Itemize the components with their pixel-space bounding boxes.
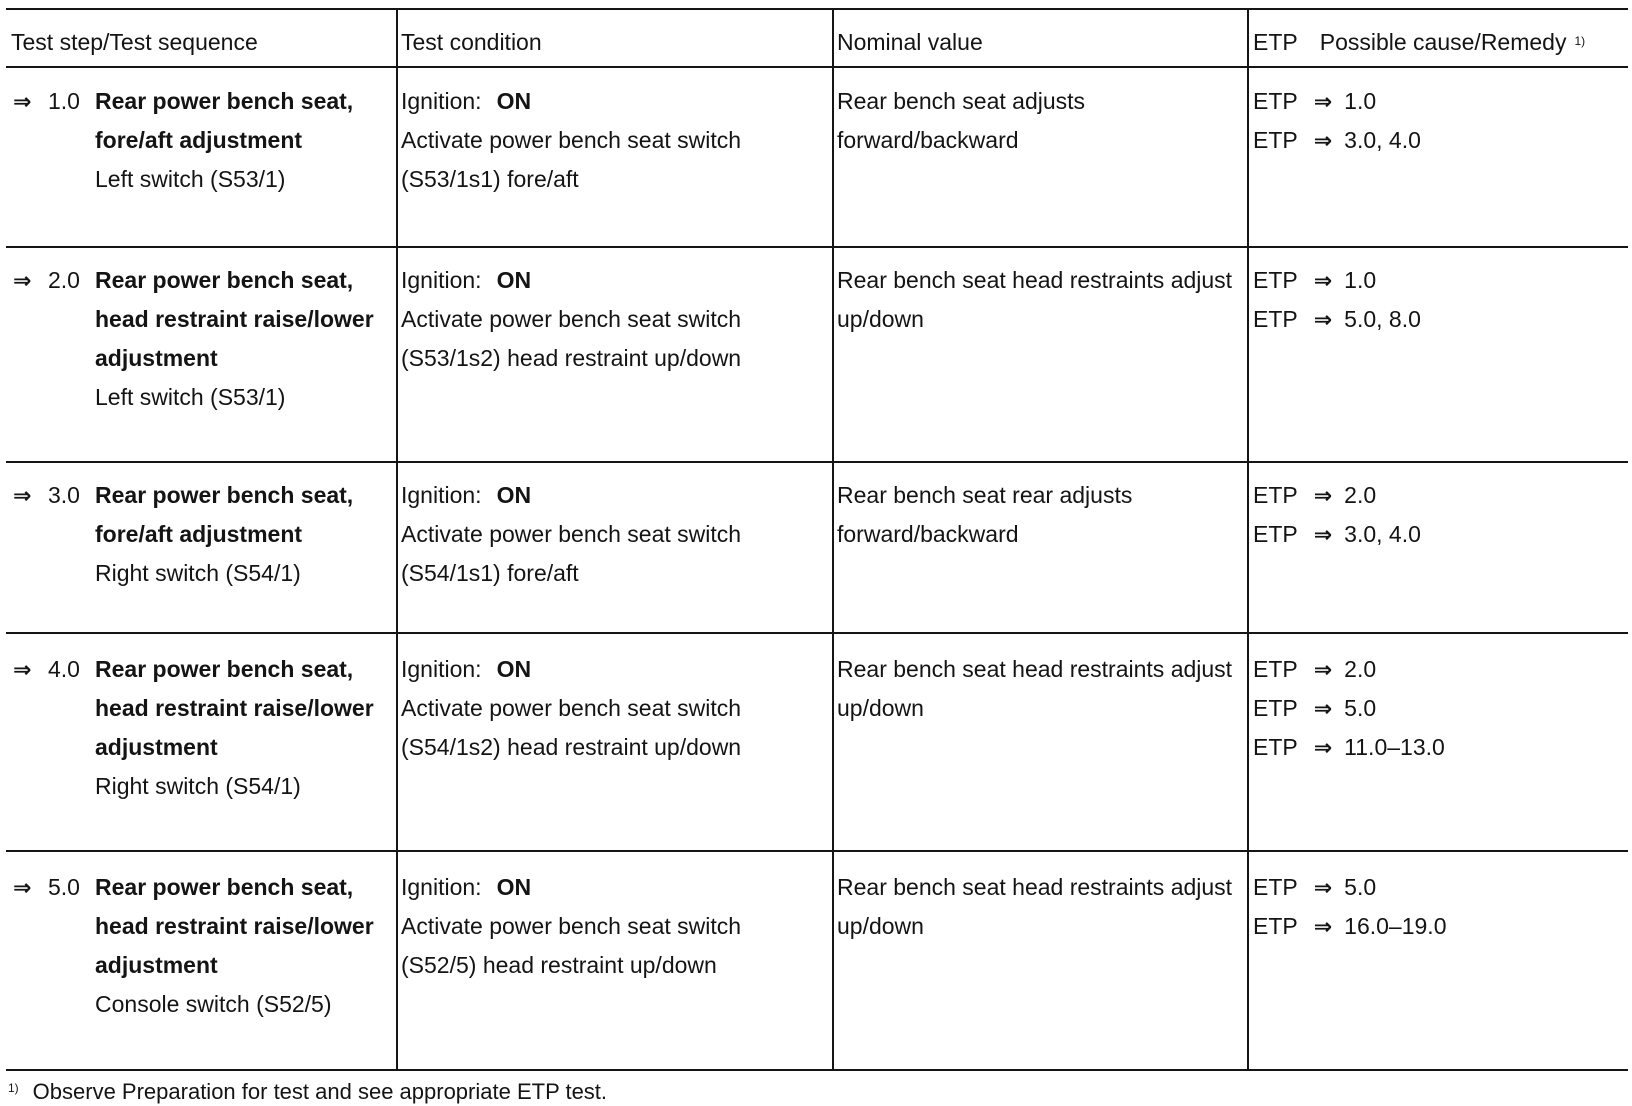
- nominal-value-line: up/down: [837, 913, 924, 939]
- double-arrow-icon: ⇒: [13, 269, 32, 294]
- etp-label: ETP: [1253, 695, 1298, 721]
- test-condition-cell: [396, 68, 832, 246]
- etp-test-number: 2.0: [1344, 482, 1377, 508]
- switch-label: Left switch (S53/1): [95, 166, 286, 192]
- double-arrow-icon: ⇒: [1313, 876, 1333, 901]
- double-arrow-icon: ⇒: [13, 90, 32, 115]
- nominal-value-line: Rear bench seat head restraints adjust: [837, 656, 1233, 682]
- ignition-line: [401, 650, 832, 689]
- etp-remedy-cell: [1247, 463, 1628, 632]
- double-arrow-icon: ⇒: [1313, 697, 1333, 722]
- etp-test-number: 16.0–19.0: [1344, 913, 1447, 939]
- nominal-value-cell: [832, 68, 1247, 246]
- header-nominal-value: [832, 10, 1247, 66]
- etp-test-number: 5.0, 8.0: [1344, 306, 1421, 332]
- header-test-condition: [396, 10, 832, 66]
- ignition-state: ON: [496, 656, 532, 682]
- nominal-value-line: Rear bench seat adjusts: [837, 88, 1086, 114]
- step-title-line: Rear power bench seat,: [95, 874, 354, 900]
- nominal-value-line: up/down: [837, 306, 924, 332]
- condition-line: (S53/1s1) fore/aft: [401, 166, 579, 192]
- step-number: 2.0: [48, 267, 80, 293]
- etp-reference: [1253, 515, 1628, 554]
- etp-label: ETP: [1253, 482, 1298, 508]
- step-marker: [13, 82, 95, 122]
- step-title-line: head restraint raise/lower: [95, 913, 374, 939]
- double-arrow-icon: ⇒: [1313, 484, 1333, 509]
- condition-line: (S53/1s2) head restraint up/down: [401, 345, 742, 371]
- nominal-value-cell: [832, 463, 1247, 632]
- etp-test-number: 3.0, 4.0: [1344, 521, 1421, 547]
- etp-label: ETP: [1253, 734, 1298, 760]
- condition-line: (S54/1s1) fore/aft: [401, 560, 579, 586]
- header-possible-cause-label: Possible cause/Remedy: [1319, 29, 1567, 55]
- step-title-line: adjustment: [95, 952, 218, 978]
- test-step-heading: [13, 82, 396, 121]
- nominal-value-cell: [832, 634, 1247, 850]
- condition-line: Activate power bench seat switch: [401, 695, 742, 721]
- etp-test-number: 3.0, 4.0: [1344, 127, 1421, 153]
- etp-label: ETP: [1253, 88, 1298, 114]
- etp-remedy-cell: [1247, 248, 1628, 461]
- step-marker: [13, 868, 95, 908]
- ignition-label: Ignition:: [401, 656, 482, 682]
- etp-reference: [1253, 121, 1628, 160]
- double-arrow-icon: ⇒: [1313, 658, 1333, 683]
- step-title-line: adjustment: [95, 345, 218, 371]
- ignition-line: [401, 476, 832, 515]
- test-condition-cell: [396, 852, 832, 1069]
- condition-line: Activate power bench seat switch: [401, 521, 742, 547]
- step-marker: [13, 261, 95, 301]
- step-number: 1.0: [48, 88, 80, 114]
- table-header-row: [6, 10, 1628, 68]
- switch-label: Right switch (S54/1): [95, 560, 301, 586]
- step-number: 4.0: [48, 656, 80, 682]
- test-step-cell: [6, 68, 396, 246]
- nominal-value-line: up/down: [837, 695, 924, 721]
- ignition-line: [401, 261, 832, 300]
- condition-line: (S52/5) head restraint up/down: [401, 952, 717, 978]
- nominal-value-line: Rear bench seat head restraints adjust: [837, 267, 1233, 293]
- etp-test-number: 5.0: [1344, 695, 1377, 721]
- etp-label: ETP: [1253, 874, 1298, 900]
- test-condition-cell: [396, 634, 832, 850]
- ignition-state: ON: [496, 267, 532, 293]
- ignition-line: [401, 868, 832, 907]
- step-title-line: Rear power bench seat,: [95, 482, 354, 508]
- header-etp-label: ETP: [1253, 29, 1298, 55]
- ignition-line: [401, 82, 832, 121]
- nominal-value-cell: [832, 248, 1247, 461]
- etp-reference: [1253, 689, 1628, 728]
- nominal-value-line: forward/backward: [837, 521, 1019, 547]
- table-row: [6, 463, 1628, 634]
- step-title-line: Rear power bench seat,: [95, 88, 354, 114]
- footnote-marker: 1): [8, 1081, 19, 1095]
- footnote-reference: 1): [1574, 34, 1586, 48]
- etp-test-number: 2.0: [1344, 656, 1377, 682]
- header-etp-remedy: [1247, 10, 1628, 66]
- etp-remedy-cell: [1247, 68, 1628, 246]
- ignition-label: Ignition:: [401, 88, 482, 114]
- etp-reference: [1253, 476, 1628, 515]
- etp-label: ETP: [1253, 127, 1298, 153]
- etp-reference: [1253, 261, 1628, 300]
- step-title-line: Rear power bench seat,: [95, 267, 354, 293]
- etp-label: ETP: [1253, 521, 1298, 547]
- condition-line: Activate power bench seat switch: [401, 127, 742, 153]
- etp-reference: [1253, 300, 1628, 339]
- test-step-cell: [6, 634, 396, 850]
- condition-line: Activate power bench seat switch: [401, 306, 742, 332]
- condition-line: Activate power bench seat switch: [401, 913, 742, 939]
- test-condition-cell: [396, 248, 832, 461]
- switch-label: Left switch (S53/1): [95, 384, 286, 410]
- double-arrow-icon: ⇒: [1313, 523, 1333, 548]
- header-etp-line: [1253, 23, 1628, 62]
- etp-test-number: 11.0–13.0: [1344, 734, 1445, 760]
- test-step-cell: [6, 248, 396, 461]
- double-arrow-icon: ⇒: [13, 484, 32, 509]
- step-title-line: head restraint raise/lower: [95, 306, 374, 332]
- test-step-heading: [13, 261, 396, 300]
- double-arrow-icon: ⇒: [1313, 308, 1333, 333]
- step-title-line: adjustment: [95, 734, 218, 760]
- etp-label: ETP: [1253, 267, 1298, 293]
- etp-label: ETP: [1253, 656, 1298, 682]
- ignition-label: Ignition:: [401, 482, 482, 508]
- etp-remedy-cell: [1247, 852, 1628, 1069]
- test-step-heading: [13, 650, 396, 689]
- ignition-state: ON: [496, 482, 532, 508]
- step-title-line: fore/aft adjustment: [95, 521, 303, 547]
- table-row: [6, 68, 1628, 248]
- step-number: 3.0: [48, 482, 80, 508]
- condition-line: (S54/1s2) head restraint up/down: [401, 734, 742, 760]
- step-marker: [13, 650, 95, 690]
- etp-reference: [1253, 650, 1628, 689]
- table-row: [6, 634, 1628, 852]
- etp-test-number: 1.0: [1344, 267, 1377, 293]
- test-table: [6, 8, 1628, 1071]
- footnote: [8, 1080, 607, 1104]
- table-row: [6, 852, 1628, 1071]
- etp-reference: [1253, 907, 1628, 946]
- test-step-heading: [13, 476, 396, 515]
- etp-test-number: 1.0: [1344, 88, 1377, 114]
- test-step-cell: [6, 852, 396, 1069]
- ignition-label: Ignition:: [401, 874, 482, 900]
- nominal-value-line: Rear bench seat head restraints adjust: [837, 874, 1233, 900]
- etp-reference: [1253, 868, 1628, 907]
- switch-label: Right switch (S54/1): [95, 773, 301, 799]
- step-number: 5.0: [48, 874, 80, 900]
- step-title-line: Rear power bench seat,: [95, 656, 354, 682]
- etp-test-number: 5.0: [1344, 874, 1377, 900]
- ignition-state: ON: [496, 88, 532, 114]
- step-marker: [13, 476, 95, 516]
- nominal-value-line: Rear bench seat rear adjusts: [837, 482, 1133, 508]
- switch-label: Console switch (S52/5): [95, 991, 332, 1017]
- double-arrow-icon: ⇒: [1313, 129, 1333, 154]
- etp-reference: [1253, 728, 1628, 767]
- table-row: [6, 248, 1628, 463]
- double-arrow-icon: ⇒: [1313, 90, 1333, 115]
- etp-label: ETP: [1253, 306, 1298, 332]
- double-arrow-icon: ⇒: [1313, 269, 1333, 294]
- nominal-value-cell: [832, 852, 1247, 1069]
- header-test-step: [6, 10, 396, 66]
- double-arrow-icon: ⇒: [1313, 915, 1333, 940]
- step-title-line: head restraint raise/lower: [95, 695, 374, 721]
- double-arrow-icon: ⇒: [1313, 736, 1333, 761]
- test-step-heading: [13, 868, 396, 907]
- test-condition-cell: [396, 463, 832, 632]
- test-step-cell: [6, 463, 396, 632]
- header-test-step-label: Test step/Test sequence: [11, 29, 258, 55]
- etp-remedy-cell: [1247, 634, 1628, 850]
- header-nominal-value-label: Nominal value: [837, 29, 983, 55]
- double-arrow-icon: ⇒: [13, 876, 32, 901]
- etp-reference: [1253, 82, 1628, 121]
- ignition-label: Ignition:: [401, 267, 482, 293]
- header-test-condition-label: Test condition: [401, 29, 542, 55]
- etp-label: ETP: [1253, 913, 1298, 939]
- ignition-state: ON: [496, 874, 532, 900]
- double-arrow-icon: ⇒: [13, 658, 32, 683]
- step-title-line: fore/aft adjustment: [95, 127, 303, 153]
- footnote-text: Observe Preparation for test and see appropriate ETP test.: [32, 1079, 608, 1104]
- nominal-value-line: forward/backward: [837, 127, 1019, 153]
